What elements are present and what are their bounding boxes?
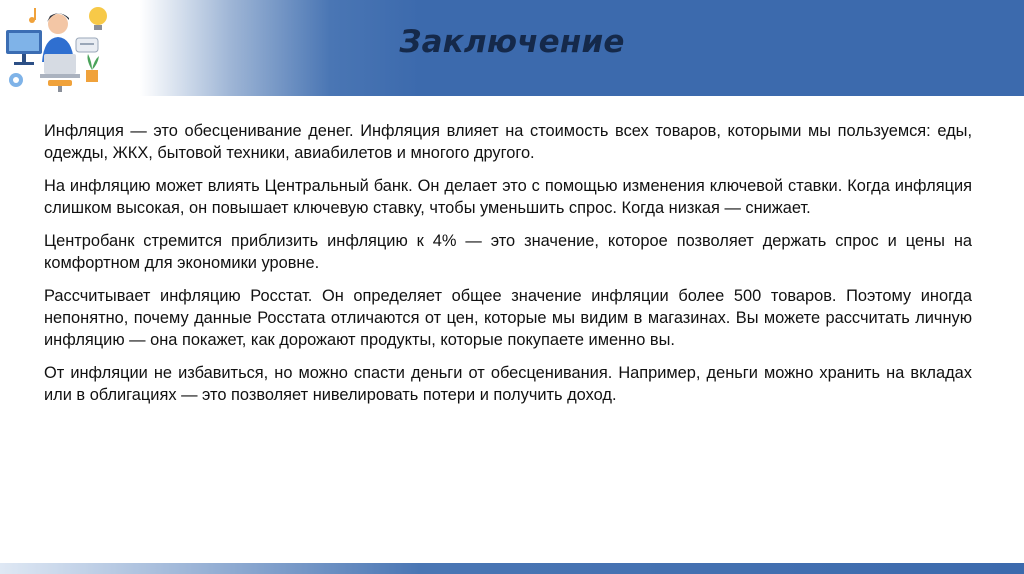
paragraph-inflation-definition: Инфляция — это обесценивание денег. Инфляция влияет на стоимость всех товаров, которыми мы пользуемся: еды, одежды, ЖКХ, бытовой техники, авиабилетов и многого другого. [44,122,972,162]
paragraph-central-bank: На инфляцию может влиять Центральный банк. Он делает это с помощью изменения ключевой ставки. Когда инфляция слишком высокая, он повышает ключевую ставку, чтобы уменьшить спрос. Когда низкая — снижает. [44,177,972,217]
slide-title: Заключение [399,24,625,60]
music-note-icon [29,8,36,23]
gear-icon [9,73,23,87]
slide-body [44,120,972,417]
footer-bar [0,563,1024,574]
paragraph-saving-money: От инфляции не избавиться, но можно спасти деньги от обесценивания. Например, деньги можно хранить на вкладах или в облигациях — это позволяет нивелировать потери и получить доход. [44,364,972,404]
paragraph-target-rate: Центробанк стремится приблизить инфляцию к 4% — это значение, которое позволяет держать спрос и цены на комфортном для экономики уровне. [44,232,972,272]
paragraph-rosstat: Рассчитывает инфляцию Росстат. Он определяет общее значение инфляции более 500 товаров. Поэтому иногда непонятно, почему данные Росстата отличаются от цен, которые мы видим в магазинах. Вы можете рассчитать личную инфляцию — она покажет, как дорожают продукты, которые покупаете именно вы. [44,287,972,349]
lightbulb-icon [89,7,107,25]
